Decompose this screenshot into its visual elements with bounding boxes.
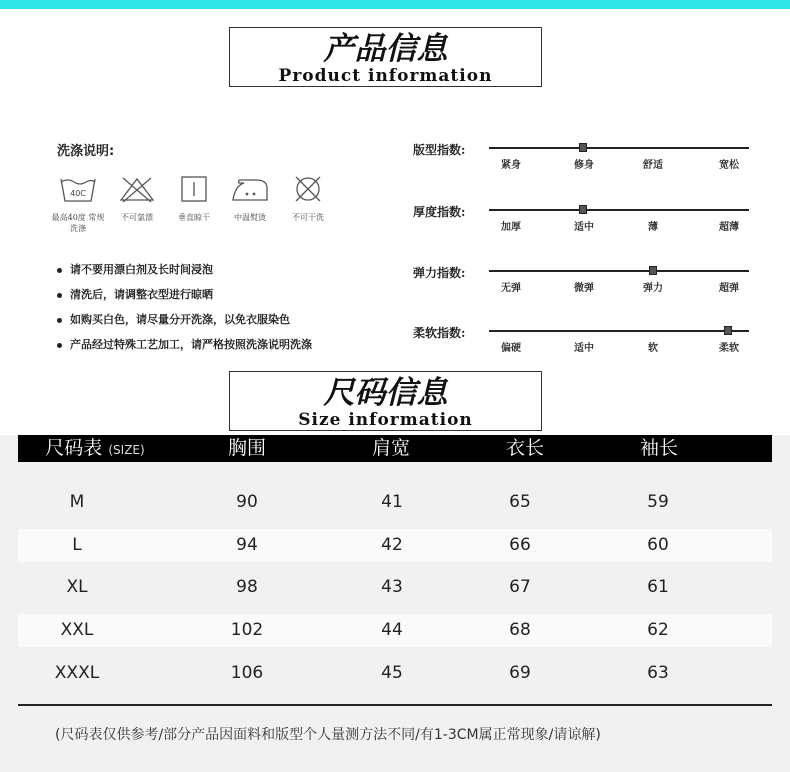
index-label: 版型指数: [413,143,466,157]
table-cell: 44 [381,620,403,640]
wash-temp-label: 40C [70,189,86,198]
index-tick-label: 无弹 [501,283,521,294]
table-cell: 61 [647,577,669,597]
table-cell: 68 [509,620,531,640]
table-cell: 106 [230,663,264,683]
table-cell: 41 [381,492,403,512]
table-cell: 65 [509,492,531,512]
size-info-title-box [229,371,542,431]
table-cell: 98 [236,577,258,597]
table-cell: 62 [647,620,669,640]
size-info-subtitle: Size information [298,410,473,430]
table-cell: L [72,535,82,555]
no-dry-clean-icon [288,174,328,204]
index-label: 厚度指数: [413,205,466,219]
table-cell: 42 [381,535,403,555]
product-info-title-box [229,27,542,87]
index-tick-label: 修身 [574,160,594,171]
washing-note: 请不要用漂白剂及长时间浸泡 [57,261,213,277]
table-cell: 102 [230,620,264,640]
index-scale-line [489,147,749,149]
no-bleach-icon [117,174,157,204]
index-tick-label: 偏硬 [501,343,521,354]
size-table-header-cell: 尺码表 (SIZE) [45,437,145,459]
table-cell: 69 [509,663,531,683]
index-marker [579,143,587,152]
index-tick-label: 宽松 [719,160,739,171]
table-cell: 67 [509,577,531,597]
index-tick-label: 薄 [648,222,658,233]
index-marker [649,266,657,275]
table-bottom-rule [18,704,772,706]
top-accent-bar [0,0,790,9]
washing-note: 如购买白色，请尽量分开洗涤，以免衣服染色 [57,311,290,327]
table-cell: 63 [647,663,669,683]
index-tick-label: 软 [648,343,658,354]
table-cell: 60 [647,535,669,555]
size-footnote: (尺码表仅供参考/部分产品因面料和版型个人量测方法不同/有1-3CM属正常现象/请谅解) [55,727,601,743]
table-cell: XL [66,577,88,597]
size-table-header-cell: 衣长 [505,437,545,459]
table-cell: XXXL [54,663,100,683]
table-cell: 45 [381,663,403,683]
index-tick-label: 柔软 [719,343,739,354]
index-tick-label: 适中 [574,343,594,354]
table-cell: 59 [647,492,669,512]
hang-dry-icon [174,174,214,204]
wash-label: 中温熨烫 [234,213,266,222]
index-tick-label: 紧身 [501,160,521,171]
size-info-title: 尺码信息 [323,375,448,411]
index-scale-line [489,209,749,211]
size-table-header-cell: 胸围 [227,437,267,459]
index-tick-label: 弹力 [643,283,663,294]
index-tick-label: 舒适 [643,160,663,171]
iron-medium-icon [230,174,270,204]
index-label: 弹力指数: [413,266,466,280]
bullet-icon [57,268,62,273]
wash-label: 不可干洗 [292,213,324,222]
index-scale-line [489,270,749,272]
index-tick-label: 加厚 [501,222,521,233]
index-scale-line [489,330,749,332]
washing-note: 清洗后，请调整衣型进行晾晒 [57,286,213,302]
size-table-header-cell: 袖长 [639,437,679,459]
table-cell: 94 [236,535,258,555]
product-info-subtitle: Product information [278,66,493,86]
table-cell: 43 [381,577,403,597]
bullet-icon [57,318,62,323]
size-table-header-cell: 肩宽 [371,437,411,459]
product-info-title: 产品信息 [323,31,448,67]
table-cell: 90 [236,492,258,512]
index-tick-label: 适中 [574,222,594,233]
index-marker [724,326,732,335]
index-label: 柔软指数: [413,326,466,340]
wash-40-icon [58,174,98,204]
wash-label: 最高40度 常规洗涤 [51,213,105,233]
index-marker [579,205,587,214]
table-cell: 66 [509,535,531,555]
wash-label: 垂直晾干 [178,213,210,222]
bullet-icon [57,293,62,298]
size-table-background [0,435,790,772]
washing-heading: 洗涤说明: [57,144,115,159]
table-cell: M [69,492,85,512]
washing-note: 产品经过特殊工艺加工，请严格按照洗涤说明洗涤 [57,336,312,352]
index-tick-label: 超薄 [719,222,739,233]
wash-label: 不可氯漂 [121,213,153,222]
index-tick-label: 微弹 [574,283,594,294]
index-tick-label: 超弹 [719,283,739,294]
bullet-icon [57,343,62,348]
table-cell: XXL [60,620,94,640]
